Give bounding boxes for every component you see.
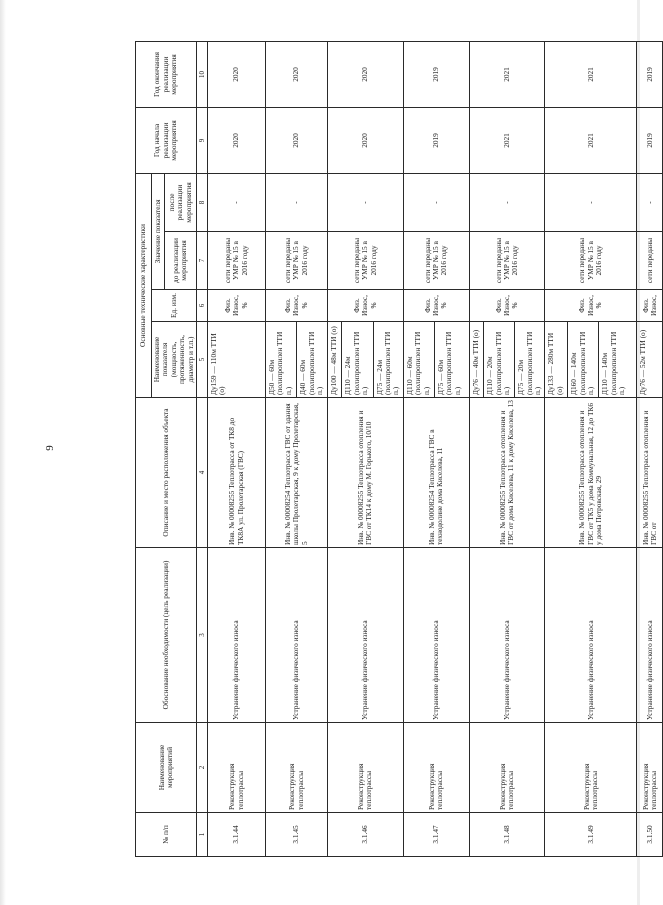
indicator-cell (469, 322, 545, 398)
col-number: 1 (196, 813, 207, 857)
col-number: 5 (196, 322, 207, 398)
col-number: 9 (196, 107, 207, 173)
measure-name: Реконструкция теплотрассы (637, 723, 663, 813)
value-before: сети переданы УМР № 15 в 2016 году (403, 232, 469, 290)
indicator-item: Ду76 — 52м ТТИ (о) (638, 329, 648, 395)
header-desc: Описание и место расположения объекта (136, 398, 197, 548)
indicator-item: Д75 — 60м (полипропилен ТТИ п.) (434, 322, 464, 397)
table-row (637, 41, 663, 856)
indicator-cell (266, 322, 328, 398)
header-before: до реализации мероприятия (164, 232, 196, 290)
value-before: сети переданы УМР № 15 в 2016 году (266, 232, 328, 290)
header-name: Наименование мероприятий (136, 723, 197, 813)
indicator-cell (208, 322, 266, 398)
indicator-item: Ду133 — 280м ТТИ (о) (546, 332, 564, 395)
year-start: 2019 (637, 107, 663, 173)
row-number: 3.1.46 (328, 813, 404, 857)
measure-reason: Устранение физического износа (266, 548, 328, 723)
col-number: 7 (196, 232, 207, 290)
unit: Физ. Износ, % (469, 290, 545, 322)
row-number: 3.1.47 (403, 813, 469, 857)
indicator-item: Д50 — 60м (полипропилен ТТИ п.) (267, 331, 293, 395)
value-after: - (545, 173, 637, 231)
header-start: Год начала реализации мероприятия (136, 107, 197, 173)
year-start: 2021 (469, 107, 545, 173)
header-after: после реализации мероприятия (164, 173, 196, 231)
column-number-row (196, 41, 207, 856)
value-before: сети переданы УМР № 15 в 2016 году (328, 232, 404, 290)
header-num: № п/п (136, 813, 197, 857)
object-description: Инв. № 00008254 Теплотрасса ГВС от здания школы Пролетарская, 9 к дому Пролетарская, 5 (266, 398, 328, 548)
measure-reason: Устранение физического износа (469, 548, 545, 723)
measure-name: Реконструкция теплотрассы (328, 723, 404, 813)
header-end: Год окончания реализации мероприятия (136, 41, 197, 107)
rotated-table-wrapper (135, 42, 658, 857)
year-end: 2020 (328, 41, 404, 107)
page-number: 9 (44, 445, 56, 451)
object-description: Инв. № 00008255 Теплотрасса отопления и ГВС от ТК14 к дому М. Горького, 10/10 (328, 398, 404, 548)
indicator-cell (545, 322, 637, 398)
value-after: - (469, 173, 545, 231)
object-description: Инв. № 00008255 Теплотрасса отопления и ГВС от дома Киселева, 11 к дому Киселева, 13 (469, 398, 545, 548)
indicator-cell (328, 322, 404, 398)
row-number: 3.1.49 (545, 813, 637, 857)
col-number: 10 (196, 41, 207, 107)
indicator-item: Д40 — 60м (полипропилен ТТИ п.) (296, 322, 326, 397)
table-row (545, 41, 637, 856)
measure-reason: Устранение физического износа (637, 548, 663, 723)
indicator-item: Д75 — 20м (полипропилен ТТИ п.) (514, 322, 544, 397)
row-number: 3.1.50 (637, 813, 663, 857)
measures-table (135, 41, 663, 857)
measure-reason: Устранение физического износа (208, 548, 266, 723)
year-start: 2020 (208, 107, 266, 173)
measure-name: Реконструкция теплотрассы (469, 723, 545, 813)
col-number: 6 (196, 290, 207, 322)
col-number: 8 (196, 173, 207, 231)
table-row (469, 41, 545, 856)
unit: Физ. Износ, % (545, 290, 637, 322)
measure-name: Реконструкция теплотрассы (266, 723, 328, 813)
value-after: - (208, 173, 266, 231)
year-end: 2021 (545, 41, 637, 107)
year-start: 2020 (266, 107, 328, 173)
value-after: - (637, 173, 663, 231)
row-number: 3.1.48 (469, 813, 545, 857)
table-row (266, 41, 328, 856)
unit: Физ. Износ, % (266, 290, 328, 322)
col-number: 4 (196, 398, 207, 548)
header-indicator: Наименование показателя (мощность, протяженность, диаметр и т.п.) (152, 322, 197, 398)
value-before: сети переданы УМР № 15 в 2016 году (208, 232, 266, 290)
indicator-item: Д75 — 24м (полипропилен ТТИ п.) (373, 322, 403, 397)
indicator-item: Д110 — 20м (полипропилен ТТИ п.) (483, 322, 513, 397)
measure-reason: Устранение физического износа (545, 548, 637, 723)
value-before: сети переданы УМР № 15 в 2016 году (469, 232, 545, 290)
year-end: 2019 (637, 41, 663, 107)
header-unit: Ед. изм. (152, 290, 197, 322)
row-number: 3.1.45 (266, 813, 328, 857)
unit: Физ. Износ, % (208, 290, 266, 322)
measure-name: Реконструкция теплотрассы (208, 723, 266, 813)
indicator-item: Ду76 — 40м ТТИ (о) (470, 329, 480, 395)
unit: Физ. Износ, % (328, 290, 404, 322)
indicator-item: Ду159 — 110м ТТИ (о) (209, 333, 227, 395)
object-description: Инв. № 00008255 Теплотрасса от ТК8 до ТК8А ул. Пролетарская (ГВС) (208, 398, 266, 548)
header-values: Значение показателя (152, 173, 165, 289)
value-after: - (328, 173, 404, 231)
object-description: Инв. № 00008254 Теплотрасса ГВС в технодолине дома Киселева, 11 (403, 398, 469, 548)
year-start: 2019 (403, 107, 469, 173)
indicator-item: Д160 — 140м (полипропилен ТТИ п.) (567, 322, 597, 397)
table-row (328, 41, 404, 856)
indicator-item: Д110 — 140м (полипропилен ТТИ п.) (598, 322, 628, 397)
indicator-item: Ду100 — 48м ТТИ (о) (329, 326, 338, 395)
measure-name: Реконструкция теплотрассы (545, 723, 637, 813)
table-row (403, 41, 469, 856)
header-reason: Обоснование необходимости (цель реализации) (136, 548, 197, 723)
value-before: сети переданы (637, 232, 663, 290)
indicator-item: Д110 — 60м (полипропилен ТТИ п.) (404, 331, 431, 395)
value-after: - (403, 173, 469, 231)
indicator-cell (637, 322, 663, 398)
header-tech: Основные технические характеристики (136, 173, 152, 397)
scan-edge-left (0, 0, 6, 905)
table-row (208, 41, 266, 856)
year-start: 2020 (328, 107, 404, 173)
year-end: 2019 (403, 41, 469, 107)
measure-name: Реконструкция теплотрассы (403, 723, 469, 813)
object-description: Инв. № 00008255 Теплотрасса отопления и ГВС от (637, 398, 663, 548)
row-number: 3.1.44 (208, 813, 266, 857)
year-end: 2020 (266, 41, 328, 107)
col-number: 2 (196, 723, 207, 813)
object-description: Инв. № 00008255 Теплотрасса отопления и ГВС от ТК5 у дома Коммунальная, 12 до ТК6 у дома Петровская, 29 (545, 398, 637, 548)
measure-reason: Устранение физического износа (328, 548, 404, 723)
year-end: 2020 (208, 41, 266, 107)
unit: Физ. Износ, % (403, 290, 469, 322)
year-end: 2021 (469, 41, 545, 107)
measure-reason: Устранение физического износа (403, 548, 469, 723)
indicator-cell (403, 322, 469, 398)
unit: Физ. Износ, (637, 290, 663, 322)
col-number: 3 (196, 548, 207, 723)
year-start: 2021 (545, 107, 637, 173)
indicator-item: Д110 — 24м (полипропилен ТТИ п.) (341, 322, 371, 397)
value-before: сети переданы УМР № 15 в 2016 году (545, 232, 637, 290)
value-after: - (266, 173, 328, 231)
